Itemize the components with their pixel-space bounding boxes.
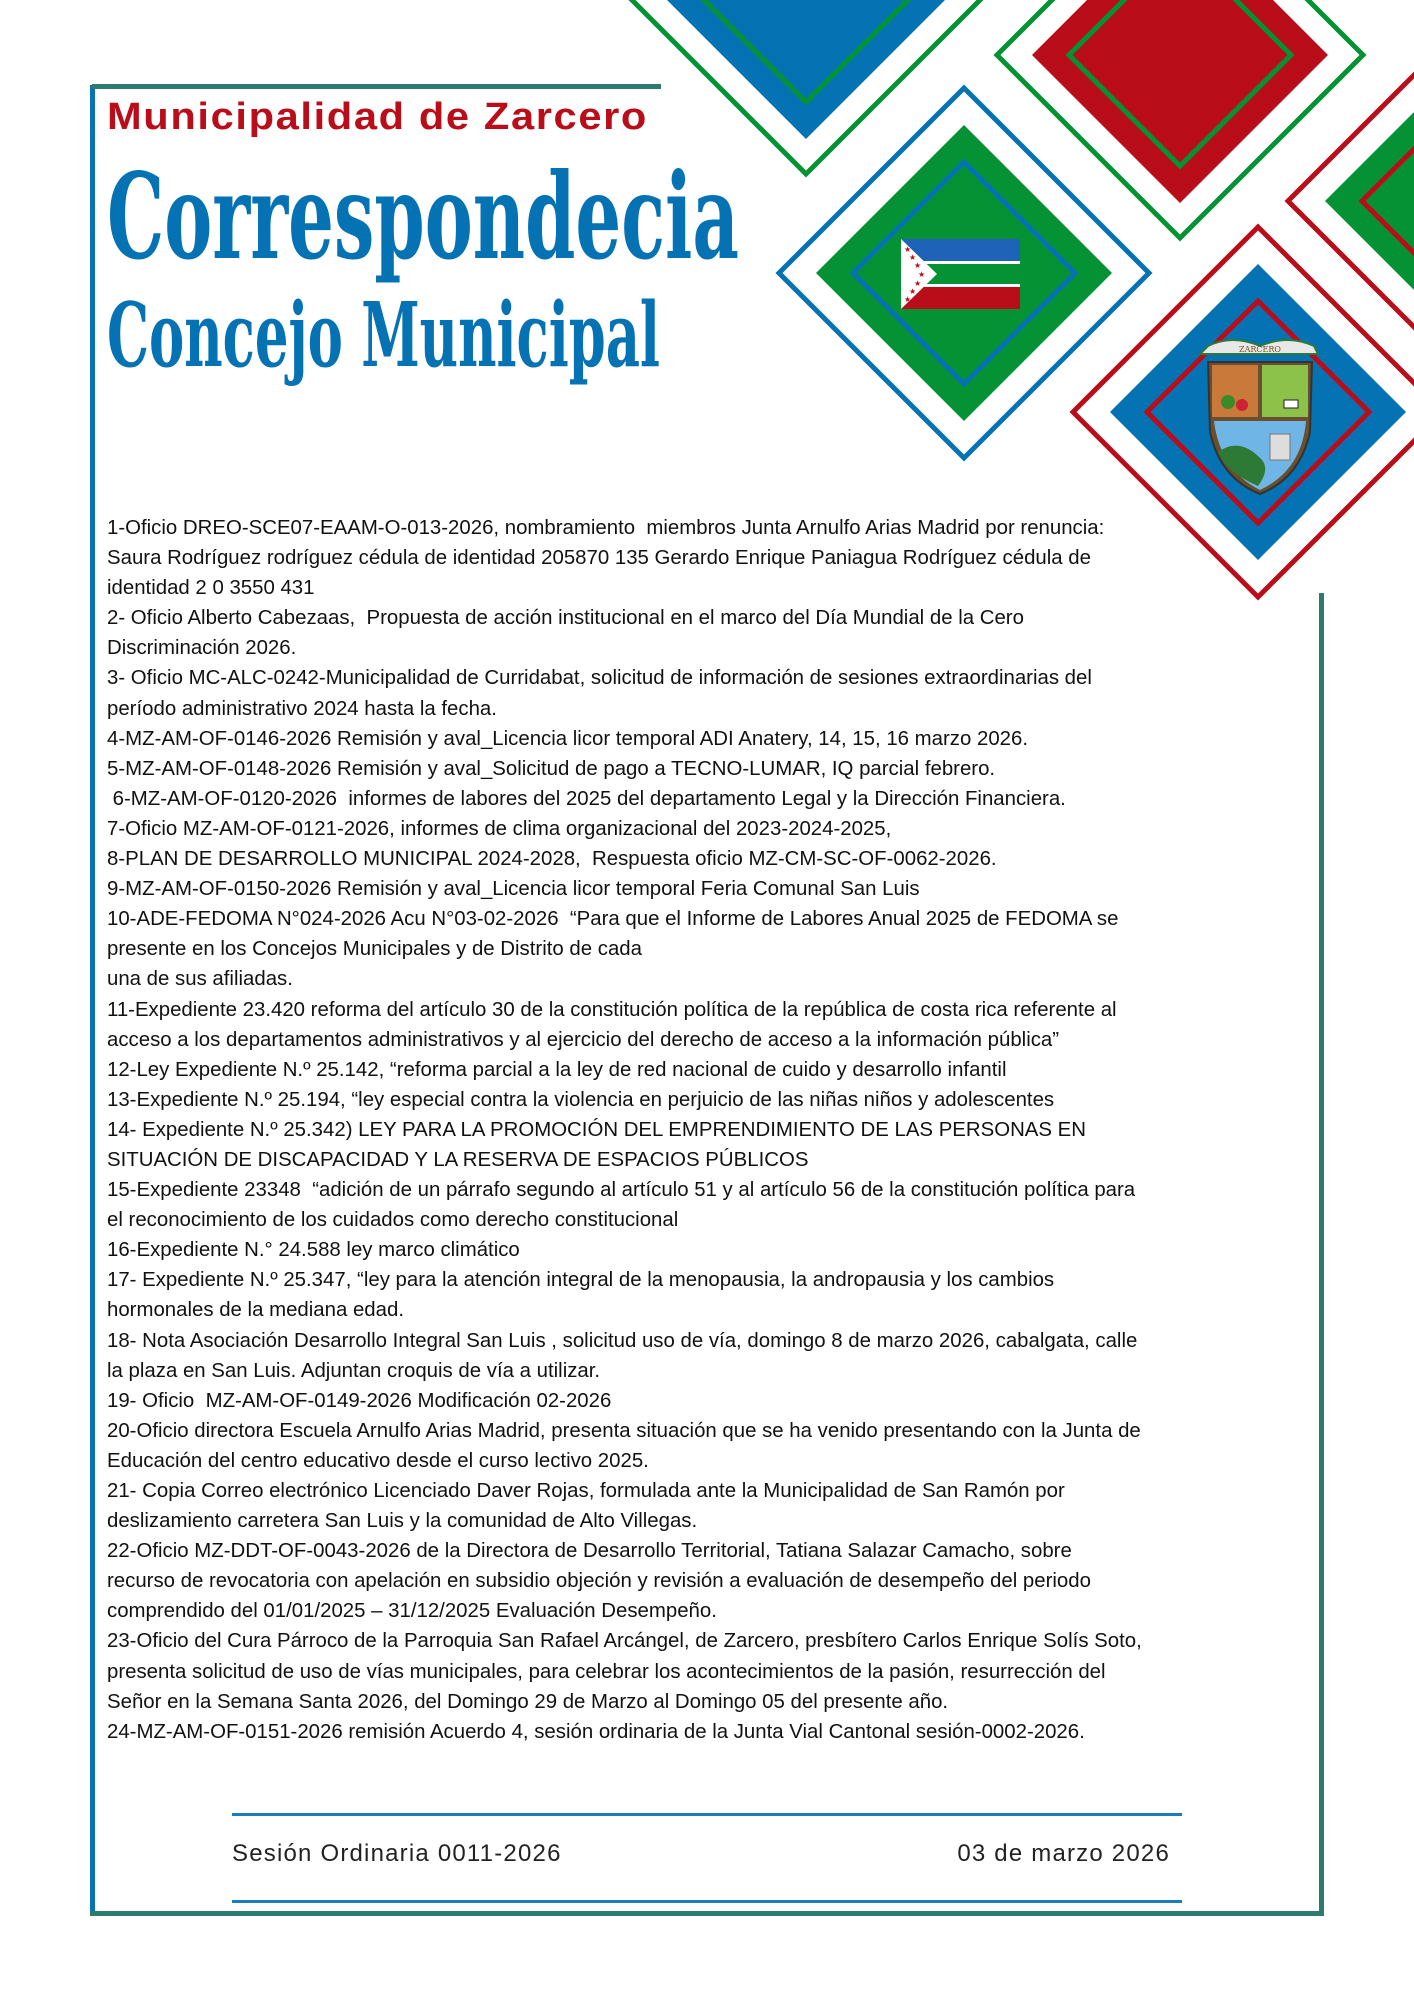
svg-text:★: ★ bbox=[909, 287, 917, 296]
correspondence-item: 6-MZ-AM-OF-0120-2026 informes de labores del 2025 del departamento Legal y la Dirección Financiera. bbox=[107, 787, 1066, 810]
correspondence-item: 10-ADE-FEDOMA N°024-2026 Acu N°03-02-2026 “Para que el Informe de Labores Anual 2025 de FEDOMA se presente en los Concejos Municipales y de Distrito de cada una de sus afiliadas. bbox=[107, 908, 1119, 991]
correspondence-list bbox=[107, 513, 1142, 1747]
correspondence-item: 22-Oficio MZ-DDT-OF-0043-2026 de la Directora de Desarrollo Territorial, Tatiana Salazar Camacho, sobre recurso de revocatoria con apelación en subsidio objeción y revisión a evaluación de desempeño del periodo comprendido del 01/01/2025 – 31/12/2025 Evaluación Desempeño. bbox=[107, 1540, 1091, 1623]
correspondence-item: 12-Ley Expediente N.º 25.142, “reforma parcial a la ley de red nacional de cuido y desarrollo infantil bbox=[107, 1058, 1007, 1081]
correspondence-item: 7-Oficio MZ-AM-OF-0121-2026, informes de clima organizacional del 2023-2024-2025, bbox=[107, 817, 892, 840]
correspondence-item: 1-Oficio DREO-SCE07-EAAM-O-013-2026, nombramiento miembros Junta Arnulfo Arias Madrid por renuncia: Saura Rodríguez rodríguez cédula de identidad 205870 135 Gerardo Enrique Paniagua Rodríguez cédula de identidad 2 0 3550 431 bbox=[107, 517, 1105, 600]
correspondence-item: 9-MZ-AM-OF-0150-2026 Remisión y aval_Licencia licor temporal Feria Comunal San Luis bbox=[107, 878, 920, 901]
correspondence-item: 14- Expediente N.º 25.342) LEY PARA LA PROMOCIÓN DEL EMPRENDIMIENTO DE LAS PERSONAS EN SITUACIÓN DE DISCAPACIDAD Y LA RESERVA DE ESPACIOS PÚBLICOS bbox=[107, 1118, 1086, 1171]
footer-divider-top bbox=[232, 1813, 1182, 1816]
correspondence-item: 15-Expediente 23348 “adición de un párrafo segundo al artículo 51 y al artículo 56 de la constitución política para el reconocimiento de los cuidados como derecho constitucional bbox=[107, 1179, 1136, 1232]
page-title: Correspondecia bbox=[107, 147, 739, 286]
correspondence-item: 3- Oficio MC-ALC-0242-Municipalidad de Curridabat, solicitud de información de sesiones extraordinarias del período administrativo 2024 hasta la fecha. bbox=[107, 667, 1092, 720]
svg-text:★: ★ bbox=[914, 261, 922, 270]
diamond-red bbox=[997, 0, 1363, 238]
correspondence-item: 17- Expediente N.º 25.347, “ley para la atención integral de la menopausia, la andropausia y los cambios hormonales de la mediana edad. bbox=[107, 1269, 1055, 1322]
footer-divider-bottom bbox=[232, 1900, 1182, 1903]
correspondence-item: 20-Oficio directora Escuela Arnulfo Arias Madrid, presenta situación que se ha venido presentando con la Junta de Educación del centro educativo desde el curso lectivo 2025. bbox=[107, 1419, 1141, 1472]
frame-right-border bbox=[1319, 593, 1324, 1916]
correspondence-item: 8-PLAN DE DESARROLLO MUNICIPAL 2024-2028, Respuesta oficio MZ-CM-SC-OF-0062-2026. bbox=[107, 848, 997, 871]
page-subtitle: Concejo Municipal bbox=[107, 282, 660, 387]
frame-left-border bbox=[90, 85, 95, 1915]
correspondence-item: 19- Oficio MZ-AM-OF-0149-2026 Modificación 02-2026 bbox=[107, 1389, 612, 1412]
svg-text:★: ★ bbox=[904, 295, 912, 304]
correspondence-item: 21- Copia Correo electrónico Licenciado Daver Rojas, formulada ante la Municipalidad de San Ramón por deslizamiento carretera San Luis y la comunidad de Alto Villegas. bbox=[107, 1480, 1065, 1533]
svg-text:★: ★ bbox=[904, 245, 912, 254]
correspondence-item: 16-Expediente N.° 24.588 ley marco climático bbox=[107, 1239, 520, 1262]
correspondence-item: 18- Nota Asociación Desarrollo Integral San Luis , solicitud uso de vía, domingo 8 de marzo 2026, cabalgata, calle la plaza en San Luis. Adjuntan croquis de vía a utilizar. bbox=[107, 1329, 1138, 1382]
svg-text:★: ★ bbox=[914, 279, 922, 288]
correspondence-item: 11-Expediente 23.420 reforma del artículo 30 de la constitución política de la república de costa rica referente al acceso a los departamentos administrativos y al ejercicio del derecho de acceso a la información pública” bbox=[107, 998, 1117, 1051]
correspondence-item: 13-Expediente N.º 25.194, “ley especial contra la violencia en perjuicio de las niñas niños y adolescentes bbox=[107, 1088, 1055, 1111]
organization-name: Municipalidad de Zarcero bbox=[107, 96, 648, 138]
session-label: Sesión Ordinaria 0011-2026 bbox=[232, 1840, 562, 1867]
svg-text:★: ★ bbox=[909, 253, 917, 262]
svg-text:★: ★ bbox=[918, 270, 926, 279]
zarcero-flag-icon bbox=[901, 239, 1020, 309]
correspondence-item: 2- Oficio Alberto Cabezaas, Propuesta de acción institucional en el marco del Día Mundial de la Cero Discriminación 2026. bbox=[107, 607, 1024, 660]
svg-text:ZARCERO: ZARCERO bbox=[1239, 345, 1281, 354]
correspondence-item: 5-MZ-AM-OF-0148-2026 Remisión y aval_Solicitud de pago a TECNO-LUMAR, IQ parcial febrero. bbox=[107, 757, 996, 780]
correspondence-item: 23-Oficio del Cura Párroco de la Parroquia San Rafael Arcángel, de Zarcero, presbítero Carlos Enrique Solís Soto, presenta solicitud de uso de vías municipales, para celebrar los acontecimientos de la pasión, resurrección del Señor en la Semana Santa 2026, del Domingo 29 de Marzo al Domingo 05 del presente año. bbox=[107, 1630, 1142, 1713]
correspondence-item: 24-MZ-AM-OF-0151-2026 remisión Acuerdo 4, sesión ordinaria de la Junta Vial Cantonal sesión-0002-2026. bbox=[107, 1720, 1085, 1743]
frame-bottom-border bbox=[90, 1911, 1324, 1916]
correspondence-item: 4-MZ-AM-OF-0146-2026 Remisión y aval_Licencia licor temporal ADI Anatery, 14, 15, 16 marzo 2026. bbox=[107, 727, 1029, 750]
session-date: 03 de marzo 2026 bbox=[957, 1840, 1170, 1867]
frame-top-border bbox=[92, 84, 661, 89]
